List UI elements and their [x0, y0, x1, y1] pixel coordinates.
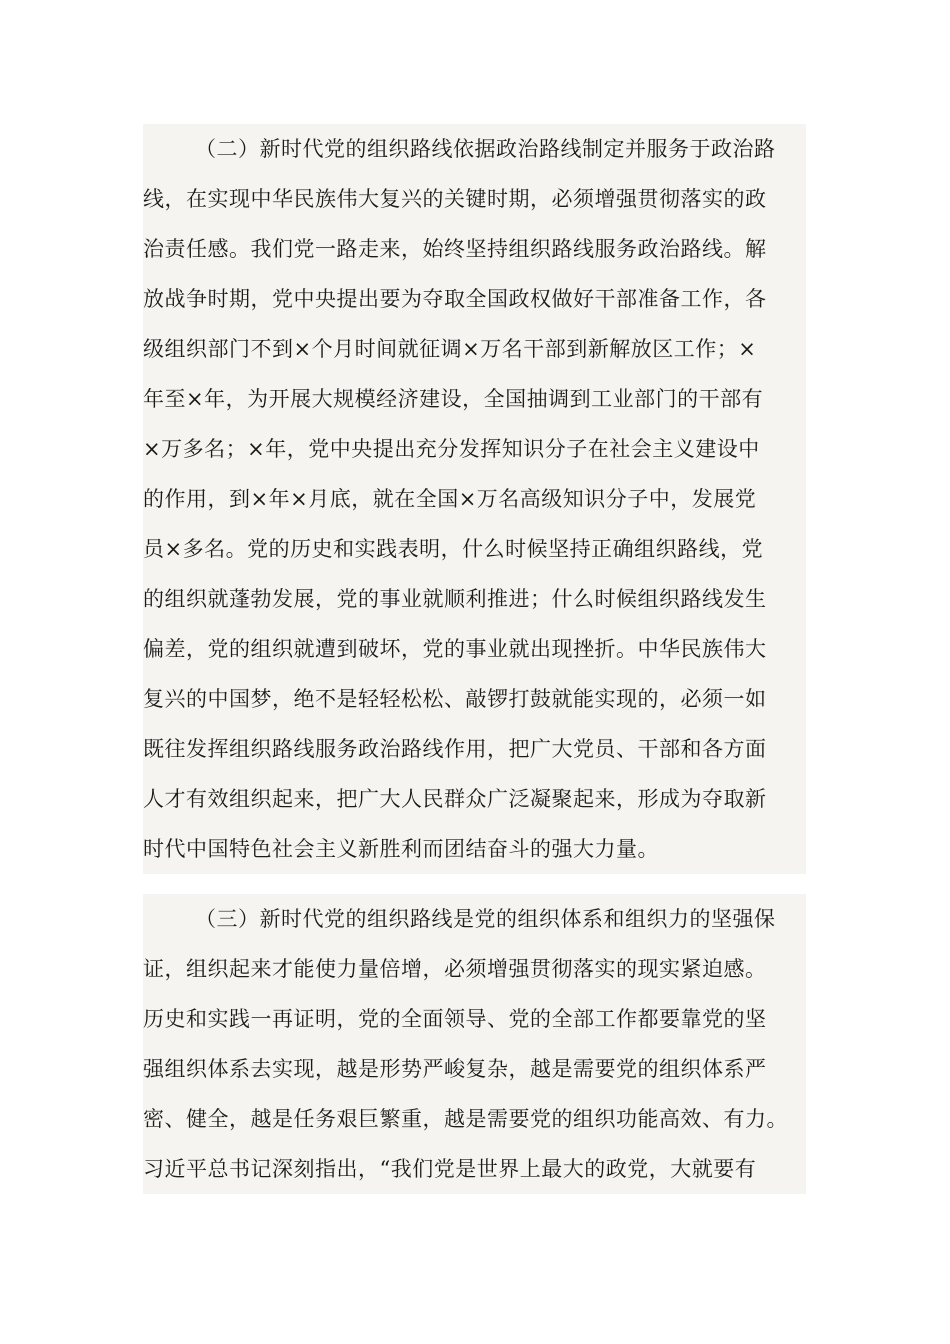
- paragraph-line: 强组织体系去实现，越是形势严峻复杂，越是需要党的组织体系严: [143, 1057, 767, 1081]
- paragraph-line: 人才有效组织起来，把广大人民群众广泛凝聚起来，形成为夺取新: [143, 787, 767, 811]
- paragraph-line: 证，组织起来才能使力量倍增，必须增强贯彻落实的现实紧迫感。: [143, 957, 767, 981]
- paragraph-line: 员×多名。党的历史和实践表明，什么时候坚持正确组织路线，党: [143, 537, 764, 561]
- paragraph-line: 的作用，到×年×月底，就在全国×万名高级知识分子中，发展党: [143, 487, 757, 511]
- paragraph-line: 治责任感。我们党一路走来，始终坚持组织路线服务政治路线。解: [143, 237, 767, 261]
- paragraph-line: 偏差，党的组织就遭到破坏，党的事业就出现挫折。中华民族伟大: [143, 637, 767, 661]
- paragraph-line: 密、健全，越是任务艰巨繁重，越是需要党的组织功能高效、有力。: [143, 1107, 788, 1131]
- paragraph-line: （二）新时代党的组织路线依据政治路线制定并服务于政治路: [195, 137, 776, 161]
- paragraph-line: 既往发挥组织路线服务政治路线作用，把广大党员、干部和各方面: [143, 737, 767, 761]
- paragraph-line: 时代中国特色社会主义新胜利而团结奋斗的强大力量。: [143, 837, 659, 861]
- paragraph-line: 线，在实现中华民族伟大复兴的关键时期，必须增强贯彻落实的政: [143, 187, 767, 211]
- paragraph-line: （三）新时代党的组织路线是党的组织体系和组织力的坚强保: [195, 907, 776, 931]
- paragraph-line: ×万多名；×年，党中央提出充分发挥知识分子在社会主义建设中: [143, 437, 760, 461]
- paragraph-line: 级组织部门不到×个月时间就征调×万名干部到新解放区工作；×: [143, 337, 757, 361]
- paragraph-line: 年至×年，为开展大规模经济建设，全国抽调到工业部门的干部有: [143, 387, 764, 411]
- paragraph-section-2: [143, 124, 806, 874]
- paragraph-line: 历史和实践一再证明，党的全面领导、党的全部工作都要靠党的坚: [143, 1007, 767, 1031]
- paragraph-line: 的组织就蓬勃发展，党的事业就顺利推进；什么时候组织路线发生: [143, 587, 767, 611]
- paragraph-line: 放战争时期，党中央提出要为夺取全国政权做好干部准备工作，各: [143, 287, 767, 311]
- paragraph-line: 复兴的中国梦，绝不是轻轻松松、敲锣打鼓就能实现的，必须一如: [143, 687, 767, 711]
- paragraph-section-3: [143, 894, 806, 1194]
- paragraph-line: 习近平总书记深刻指出，“我们党是世界上最大的政党，大就要有: [143, 1157, 757, 1181]
